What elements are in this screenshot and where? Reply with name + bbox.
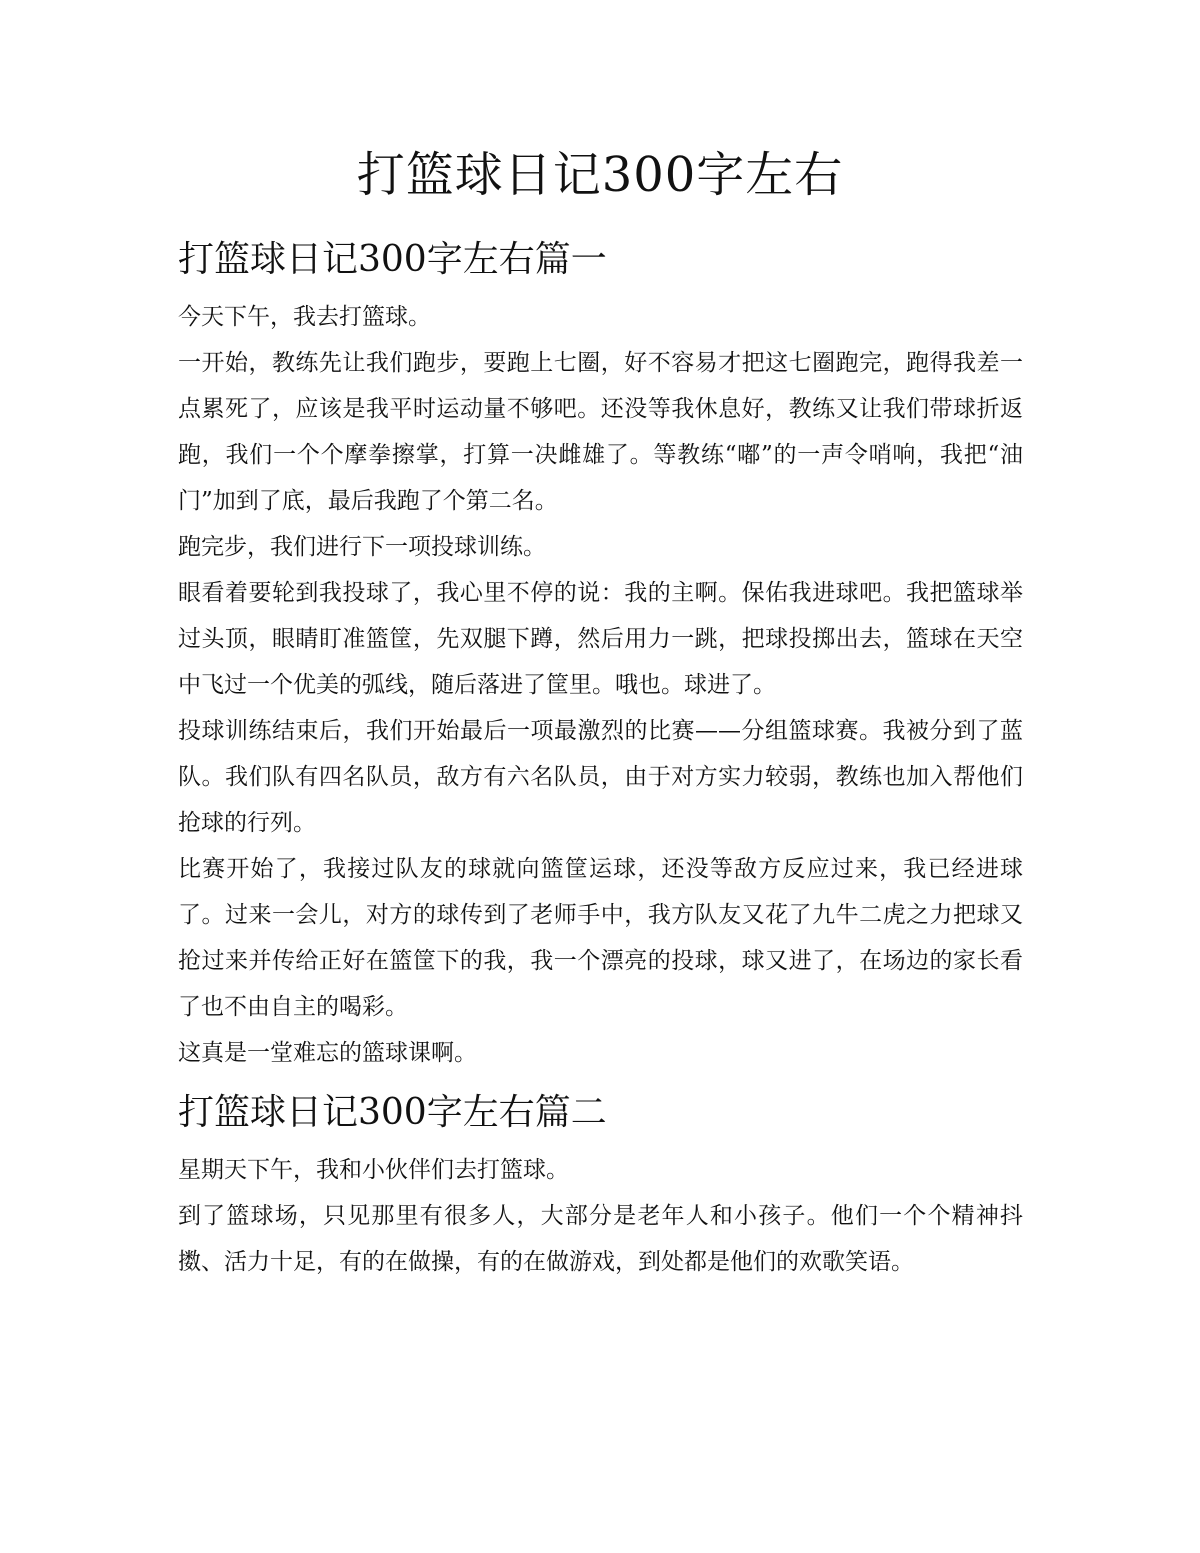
- paragraph: 今天下午，我去打篮球。: [178, 304, 431, 330]
- section-one: [178, 232, 1023, 1076]
- section-heading: 打篮球日记300字左右篇一: [178, 239, 607, 280]
- paragraph: 比赛开始了，我接过队友的球就向篮筐运球，还没等敌方反应过来，我已经进球了。过来一会儿，对方的球传到了老师手中，我方队友又花了九牛二虎之力把球又抢过来并传给正好在篮筐下的我，我一个漂亮的投球，球又进了，在场边的家长看了也不由自主的喝彩。: [178, 856, 1023, 1020]
- paragraph: 星期天下午，我和小伙伴们去打篮球。: [178, 1157, 569, 1183]
- paragraph: 一开始，教练先让我们跑步，要跑上七圈，好不容易才把这七圈跑完，跑得我差一点累死了，应该是我平时运动量不够吧。还没等我休息好，教练又让我们带球折返跑，我们一个个摩拳擦掌，打算一决雌雄了。等教练“嘟”的一声令哨响，我把“油门”加到了底，最后我跑了个第二名。: [178, 350, 1023, 514]
- paragraph: 这真是一堂难忘的篮球课啊。: [178, 1040, 477, 1066]
- section-heading: 打篮球日记300字左右篇二: [178, 1092, 607, 1133]
- paragraph: 跑完步，我们进行下一项投球训练。: [178, 534, 546, 560]
- paragraph: 眼看着要轮到我投球了，我心里不停的说：我的主啊。保佑我进球吧。我把篮球举过头顶，眼睛盯准篮筐，先双腿下蹲，然后用力一跳，把球投掷出去，篮球在天空中飞过一个优美的弧线，随后落进了筐里。哦也。球进了。: [178, 580, 1023, 698]
- paragraph: 投球训练结束后，我们开始最后一项最激烈的比赛——分组篮球赛。我被分到了蓝队。我们队有四名队员，敌方有六名队员，由于对方实力较弱，教练也加入帮他们抢球的行列。: [178, 718, 1023, 836]
- document-title: 打篮球日记300字左右: [356, 147, 844, 203]
- section-two: [178, 1085, 1023, 1285]
- paragraph: 到了篮球场，只见那里有很多人，大部分是老年人和小孩子。他们一个个精神抖擞、活力十足，有的在做操，有的在做游戏，到处都是他们的欢歌笑语。: [178, 1203, 1023, 1275]
